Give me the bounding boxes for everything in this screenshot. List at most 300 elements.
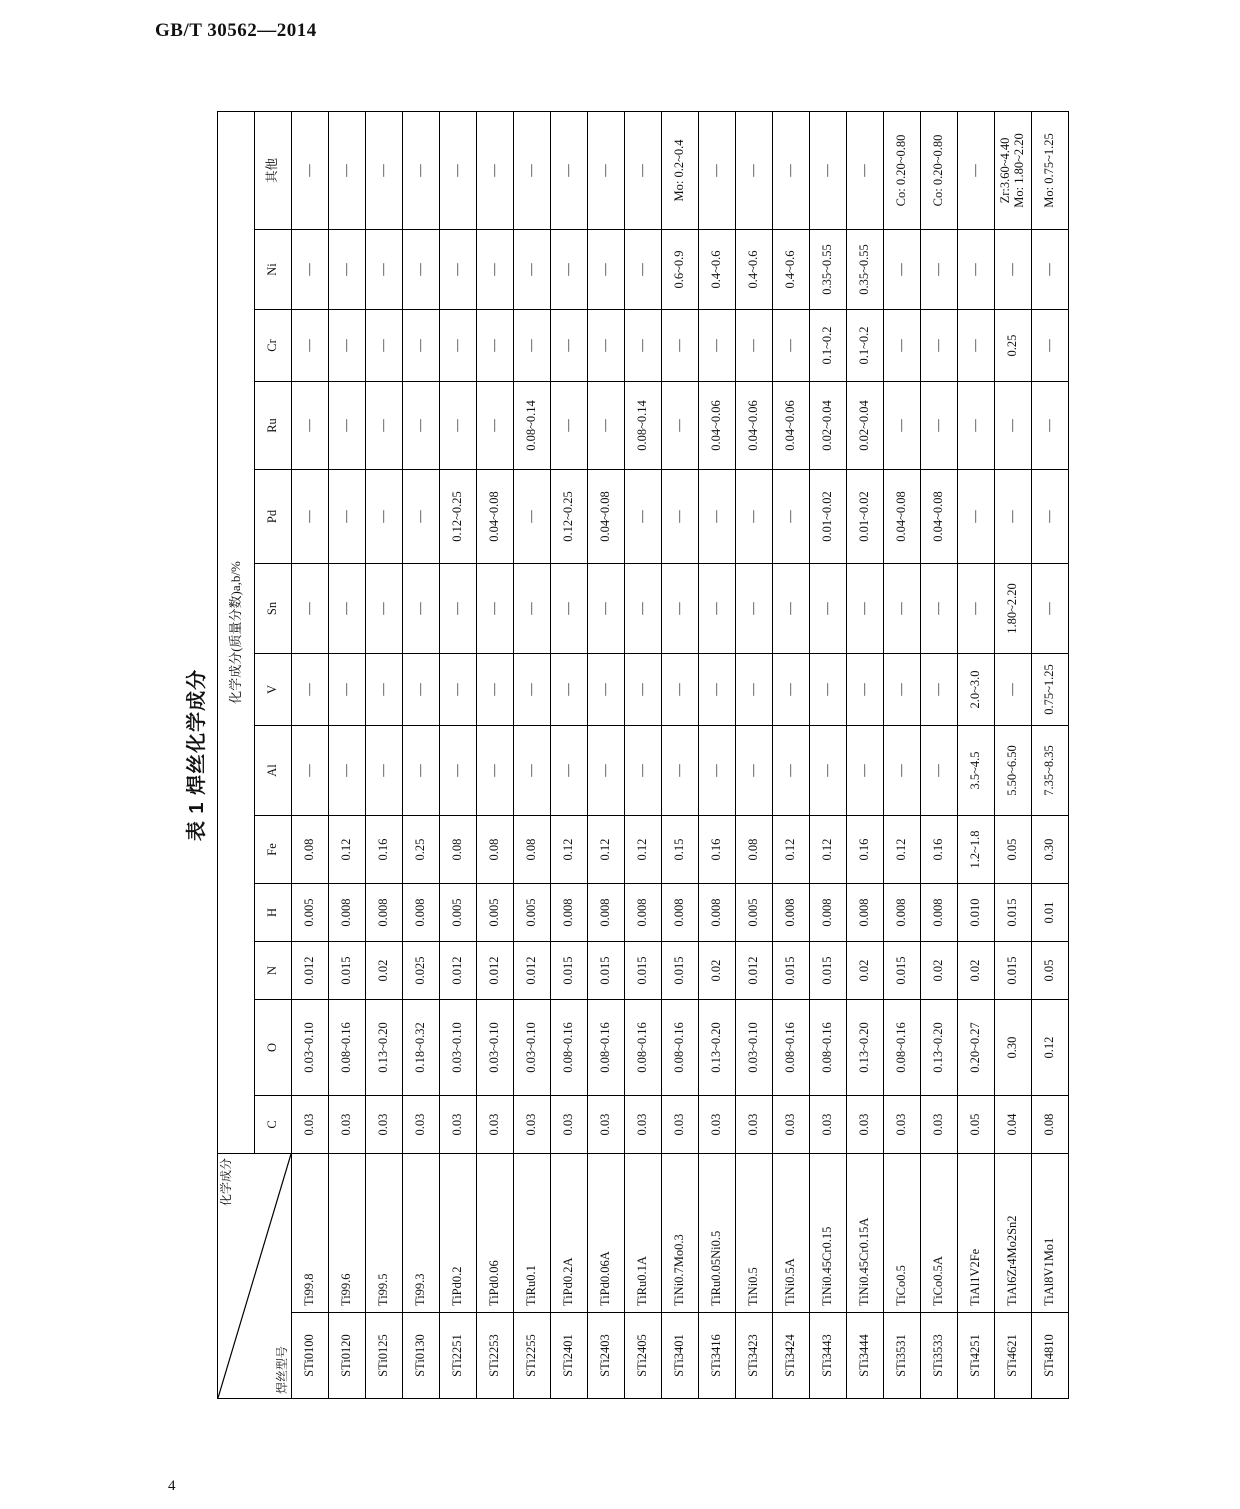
cell-sn: — (662, 564, 699, 654)
cell-n: 0.02 (958, 942, 995, 1000)
cell-ru: 0.04~0.06 (773, 382, 810, 470)
cell-wire-code: TiCo0.5A (921, 1154, 958, 1313)
cell-cr: — (884, 310, 921, 382)
table-title: 表 1 焊丝化学成分 (186, 668, 208, 842)
cell-ru: 0.08~0.14 (514, 382, 551, 470)
cell-n: 0.02 (921, 942, 958, 1000)
table-row (366, 112, 403, 1399)
cell-n: 0.015 (995, 942, 1032, 1000)
cell-sn: — (958, 564, 995, 654)
cell-n: 0.012 (736, 942, 773, 1000)
table-row (810, 112, 847, 1399)
table-row (403, 112, 440, 1399)
cell-n: 0.012 (514, 942, 551, 1000)
cell-ru: — (551, 382, 588, 470)
cell-ni: — (958, 230, 995, 310)
table-row (921, 112, 958, 1399)
cell-o: 0.08~0.16 (625, 1000, 662, 1096)
cell-ru: — (477, 382, 514, 470)
cell-n: 0.015 (551, 942, 588, 1000)
cell-pd: 0.01~0.02 (847, 470, 884, 564)
cell-other: — (403, 112, 440, 230)
table-row (625, 112, 662, 1399)
cell-n: 0.02 (699, 942, 736, 1000)
cell-h: 0.008 (773, 884, 810, 942)
col-header-n: N (255, 942, 292, 1000)
cell-c: 0.03 (329, 1096, 366, 1154)
cell-h: 0.008 (551, 884, 588, 942)
cell-wire-code: TiNi0.7Mo0.3 (662, 1154, 699, 1313)
table-row (736, 112, 773, 1399)
cell-cr: 0.1~0.2 (810, 310, 847, 382)
table-row (847, 112, 884, 1399)
cell-ru: — (329, 382, 366, 470)
cell-cr: — (292, 310, 329, 382)
cell-pd: — (662, 470, 699, 564)
cell-o: 0.13~0.20 (699, 1000, 736, 1096)
cell-h: 0.010 (958, 884, 995, 942)
cell-wire-code: TiNi0.45Cr0.15 (810, 1154, 847, 1313)
cell-wire-type: STi2251 (440, 1313, 477, 1399)
cell-ni: — (514, 230, 551, 310)
cell-al: — (847, 726, 884, 816)
cell-other: — (847, 112, 884, 230)
cell-h: 0.008 (662, 884, 699, 942)
cell-wire-type: STi0130 (403, 1313, 440, 1399)
cell-h: 0.008 (699, 884, 736, 942)
table-row (773, 112, 810, 1399)
cell-cr: 0.1~0.2 (847, 310, 884, 382)
cell-wire-type: STi0125 (366, 1313, 403, 1399)
corner-header-cell (218, 1154, 292, 1399)
cell-fe: 0.12 (329, 816, 366, 884)
table-row (477, 112, 514, 1399)
cell-al: — (366, 726, 403, 816)
cell-sn: — (884, 564, 921, 654)
cell-h: 0.005 (514, 884, 551, 942)
cell-h: 0.005 (736, 884, 773, 942)
cell-sn: — (625, 564, 662, 654)
cell-wire-type: STi4251 (958, 1313, 995, 1399)
cell-sn: — (588, 564, 625, 654)
cell-cr: — (514, 310, 551, 382)
cell-pd: 0.04~0.08 (921, 470, 958, 564)
table-row (551, 112, 588, 1399)
cell-pd: — (699, 470, 736, 564)
cell-fe: 0.16 (847, 816, 884, 884)
cell-other: — (366, 112, 403, 230)
cell-wire-code: TiPd0.06 (477, 1154, 514, 1313)
cell-o: 0.30 (995, 1000, 1032, 1096)
cell-other: — (477, 112, 514, 230)
cell-ni: — (995, 230, 1032, 310)
cell-al: — (736, 726, 773, 816)
cell-sn: 1.80~2.20 (995, 564, 1032, 654)
cell-cr: — (921, 310, 958, 382)
cell-c: 0.03 (921, 1096, 958, 1154)
col-header-o: O (255, 1000, 292, 1096)
cell-cr: — (440, 310, 477, 382)
cell-pd: — (292, 470, 329, 564)
cell-v: — (477, 654, 514, 726)
cell-n: 0.015 (810, 942, 847, 1000)
cell-al: 5.50~6.50 (995, 726, 1032, 816)
cell-cr: — (366, 310, 403, 382)
cell-h: 0.008 (921, 884, 958, 942)
cell-cr: 0.25 (995, 310, 1032, 382)
cell-wire-code: Ti99.3 (403, 1154, 440, 1313)
cell-h: 0.015 (995, 884, 1032, 942)
cell-fe: 0.08 (440, 816, 477, 884)
cell-c: 0.03 (366, 1096, 403, 1154)
cell-fe: 0.12 (884, 816, 921, 884)
cell-sn: — (773, 564, 810, 654)
cell-pd: — (958, 470, 995, 564)
cell-v: — (403, 654, 440, 726)
table-head (218, 112, 292, 1399)
cell-v: 2.0~3.0 (958, 654, 995, 726)
table-header-row-group (218, 112, 255, 1399)
cell-wire-type: STi3443 (810, 1313, 847, 1399)
cell-sn: — (403, 564, 440, 654)
cell-ni: — (366, 230, 403, 310)
cell-ru: 0.02~0.04 (810, 382, 847, 470)
cell-fe: 0.12 (588, 816, 625, 884)
table-row (884, 112, 921, 1399)
cell-cr: — (477, 310, 514, 382)
cell-other: — (625, 112, 662, 230)
cell-cr: — (329, 310, 366, 382)
cell-pd: 0.04~0.08 (884, 470, 921, 564)
col-header-al: Al (255, 726, 292, 816)
cell-wire-type: STi3531 (884, 1313, 921, 1399)
cell-ni: — (403, 230, 440, 310)
corner-label-wire-type: 焊丝型号 (274, 1345, 289, 1394)
cell-h: 0.01 (1032, 884, 1069, 942)
cell-other: Co: 0.20~0.80 (884, 112, 921, 230)
cell-al: 3.5~4.5 (958, 726, 995, 816)
cell-c: 0.08 (1032, 1096, 1069, 1154)
cell-wire-type: STi2255 (514, 1313, 551, 1399)
col-header-fe: Fe (255, 816, 292, 884)
cell-fe: 0.16 (366, 816, 403, 884)
cell-n: 0.02 (366, 942, 403, 1000)
cell-ni: 0.4~0.6 (773, 230, 810, 310)
cell-v: — (366, 654, 403, 726)
cell-pd: 0.12~0.25 (440, 470, 477, 564)
cell-ni: — (1032, 230, 1069, 310)
cell-wire-code: TiRu0.05Ni0.5 (699, 1154, 736, 1313)
cell-o: 0.03~0.10 (292, 1000, 329, 1096)
cell-wire-type: STi3416 (699, 1313, 736, 1399)
cell-cr: — (736, 310, 773, 382)
cell-fe: 0.12 (625, 816, 662, 884)
cell-c: 0.03 (588, 1096, 625, 1154)
cell-other: — (773, 112, 810, 230)
cell-c: 0.03 (662, 1096, 699, 1154)
cell-v: — (736, 654, 773, 726)
col-header-ni: Ni (255, 230, 292, 310)
cell-other: — (588, 112, 625, 230)
cell-wire-type: STi2403 (588, 1313, 625, 1399)
cell-o: 0.13~0.20 (921, 1000, 958, 1096)
cell-n: 0.015 (773, 942, 810, 1000)
cell-ni: — (625, 230, 662, 310)
cell-wire-code: TiRu0.1A (625, 1154, 662, 1313)
cell-c: 0.03 (551, 1096, 588, 1154)
cell-o: 0.18~0.32 (403, 1000, 440, 1096)
cell-other: Mo: 0.75~1.25 (1032, 112, 1069, 230)
cell-h: 0.008 (366, 884, 403, 942)
cell-pd: 0.04~0.08 (477, 470, 514, 564)
col-header-ru: Ru (255, 382, 292, 470)
cell-sn: — (440, 564, 477, 654)
cell-other: — (440, 112, 477, 230)
cell-ru: — (995, 382, 1032, 470)
col-header-other: 其他 (255, 112, 292, 230)
cell-ru: — (366, 382, 403, 470)
cell-al: — (625, 726, 662, 816)
cell-sn: — (329, 564, 366, 654)
cell-other: — (514, 112, 551, 230)
cell-wire-code: Ti99.5 (366, 1154, 403, 1313)
cell-c: 0.03 (440, 1096, 477, 1154)
cell-v: — (625, 654, 662, 726)
cell-h: 0.005 (440, 884, 477, 942)
cell-wire-type: STi4621 (995, 1313, 1032, 1399)
cell-pd: 0.01~0.02 (810, 470, 847, 564)
cell-ni: — (440, 230, 477, 310)
cell-pd: — (366, 470, 403, 564)
col-header-sn: Sn (255, 564, 292, 654)
cell-h: 0.008 (403, 884, 440, 942)
cell-al: — (551, 726, 588, 816)
cell-n: 0.015 (329, 942, 366, 1000)
cell-pd: — (625, 470, 662, 564)
cell-al: — (921, 726, 958, 816)
cell-wire-type: STi4810 (1032, 1313, 1069, 1399)
cell-fe: 0.08 (736, 816, 773, 884)
cell-ru: 0.04~0.06 (736, 382, 773, 470)
cell-c: 0.03 (847, 1096, 884, 1154)
cell-n: 0.015 (588, 942, 625, 1000)
cell-fe: 0.12 (551, 816, 588, 884)
cell-other: Mo: 0.2~0.4 (662, 112, 699, 230)
cell-c: 0.03 (477, 1096, 514, 1154)
cell-wire-type: STi3401 (662, 1313, 699, 1399)
cell-fe: 0.15 (662, 816, 699, 884)
cell-n: 0.012 (477, 942, 514, 1000)
cell-ru: — (921, 382, 958, 470)
cell-c: 0.03 (403, 1096, 440, 1154)
table-row (699, 112, 736, 1399)
cell-o: 0.08~0.16 (329, 1000, 366, 1096)
cell-al: — (440, 726, 477, 816)
cell-fe: 0.08 (292, 816, 329, 884)
cell-ru: — (1032, 382, 1069, 470)
cell-wire-code: TiAl1V2Fe (958, 1154, 995, 1313)
cell-ru: — (588, 382, 625, 470)
cell-h: 0.008 (847, 884, 884, 942)
cell-wire-code: TiNi0.5 (736, 1154, 773, 1313)
table-row (958, 112, 995, 1399)
cell-n: 0.015 (625, 942, 662, 1000)
cell-other: — (958, 112, 995, 230)
cell-ru: 0.04~0.06 (699, 382, 736, 470)
cell-cr: — (1032, 310, 1069, 382)
cell-fe: 0.12 (773, 816, 810, 884)
cell-sn: — (514, 564, 551, 654)
cell-h: 0.005 (477, 884, 514, 942)
cell-sn: — (366, 564, 403, 654)
cell-cr: — (662, 310, 699, 382)
cell-al: — (588, 726, 625, 816)
cell-c: 0.03 (884, 1096, 921, 1154)
cell-n: 0.025 (403, 942, 440, 1000)
cell-wire-code: TiNi0.5A (773, 1154, 810, 1313)
cell-h: 0.005 (292, 884, 329, 942)
cell-v: — (588, 654, 625, 726)
table-row (292, 112, 329, 1399)
cell-sn: — (699, 564, 736, 654)
cell-o: 0.08~0.16 (810, 1000, 847, 1096)
col-header-h: H (255, 884, 292, 942)
cell-wire-code: Ti99.6 (329, 1154, 366, 1313)
cell-ru: — (958, 382, 995, 470)
cell-wire-type: STi2401 (551, 1313, 588, 1399)
cell-v: — (329, 654, 366, 726)
cell-al: — (884, 726, 921, 816)
cell-c: 0.03 (514, 1096, 551, 1154)
cell-o: 0.12 (1032, 1000, 1069, 1096)
col-header-cr: Cr (255, 310, 292, 382)
cell-ru: — (662, 382, 699, 470)
cell-pd: — (329, 470, 366, 564)
col-header-v: V (255, 654, 292, 726)
cell-v: — (440, 654, 477, 726)
cell-n: 0.02 (847, 942, 884, 1000)
table-row (662, 112, 699, 1399)
cell-o: 0.08~0.16 (773, 1000, 810, 1096)
cell-cr: — (551, 310, 588, 382)
cell-fe: 0.08 (514, 816, 551, 884)
cell-ni: — (884, 230, 921, 310)
cell-sn: — (477, 564, 514, 654)
cell-cr: — (403, 310, 440, 382)
cell-al: — (477, 726, 514, 816)
cell-sn: — (921, 564, 958, 654)
cell-al: — (514, 726, 551, 816)
cell-sn: — (847, 564, 884, 654)
cell-v: — (847, 654, 884, 726)
cell-c: 0.05 (958, 1096, 995, 1154)
cell-pd: — (403, 470, 440, 564)
cell-sn: — (810, 564, 847, 654)
cell-other: Zr:3.60~4.40 Mo: 1.80~2.20 (995, 112, 1032, 230)
cell-ni: 0.35~0.55 (847, 230, 884, 310)
cell-ru: 0.02~0.04 (847, 382, 884, 470)
cell-v: — (810, 654, 847, 726)
cell-fe: 1.2~1.8 (958, 816, 995, 884)
cell-pd: — (736, 470, 773, 564)
cell-c: 0.03 (699, 1096, 736, 1154)
cell-pd: 0.12~0.25 (551, 470, 588, 564)
cell-v: — (884, 654, 921, 726)
cell-ni: 0.4~0.6 (699, 230, 736, 310)
cell-v: 0.75~1.25 (1032, 654, 1069, 726)
cell-o: 0.08~0.16 (662, 1000, 699, 1096)
cell-al: — (292, 726, 329, 816)
cell-h: 0.008 (329, 884, 366, 942)
cell-pd: 0.04~0.08 (588, 470, 625, 564)
cell-h: 0.008 (625, 884, 662, 942)
cell-other: — (810, 112, 847, 230)
cell-wire-code: TiPd0.2A (551, 1154, 588, 1313)
cell-fe: 0.16 (921, 816, 958, 884)
cell-wire-code: TiRu0.1 (514, 1154, 551, 1313)
col-header-c: C (255, 1096, 292, 1154)
cell-pd: — (773, 470, 810, 564)
cell-o: 0.20~0.27 (958, 1000, 995, 1096)
cell-ni: 0.4~0.6 (736, 230, 773, 310)
table-row (329, 112, 366, 1399)
cell-al: — (699, 726, 736, 816)
standard-code-header: GB/T 30562—2014 (155, 20, 317, 41)
cell-wire-type: STi0100 (292, 1313, 329, 1399)
cell-al: — (329, 726, 366, 816)
cell-wire-type: STi2405 (625, 1313, 662, 1399)
cell-wire-type: STi3423 (736, 1313, 773, 1399)
cell-other: — (699, 112, 736, 230)
cell-ru: — (403, 382, 440, 470)
cell-o: 0.03~0.10 (736, 1000, 773, 1096)
corner-label-composition: 化学成分 (219, 1158, 233, 1207)
cell-sn: — (292, 564, 329, 654)
cell-n: 0.015 (884, 942, 921, 1000)
cell-o: 0.08~0.16 (588, 1000, 625, 1096)
cell-other: — (551, 112, 588, 230)
cell-fe: 0.25 (403, 816, 440, 884)
table-row (1032, 112, 1069, 1399)
cell-pd: — (995, 470, 1032, 564)
cell-o: 0.13~0.20 (847, 1000, 884, 1096)
cell-wire-code: TiPd0.06A (588, 1154, 625, 1313)
cell-ni: 0.35~0.55 (810, 230, 847, 310)
cell-cr: — (625, 310, 662, 382)
col-header-pd: Pd (255, 470, 292, 564)
cell-v: — (773, 654, 810, 726)
cell-n: 0.05 (1032, 942, 1069, 1000)
cell-o: 0.13~0.20 (366, 1000, 403, 1096)
cell-v: — (662, 654, 699, 726)
cell-ru: — (884, 382, 921, 470)
cell-wire-type: STi2253 (477, 1313, 514, 1399)
cell-n: 0.012 (292, 942, 329, 1000)
group-header-composition: 化学成分(质量分数)a,b/% (218, 112, 255, 1154)
cell-ni: 0.6~0.9 (662, 230, 699, 310)
cell-o: 0.08~0.16 (884, 1000, 921, 1096)
cell-c: 0.03 (810, 1096, 847, 1154)
cell-al: — (773, 726, 810, 816)
cell-sn: — (551, 564, 588, 654)
cell-fe: 0.30 (1032, 816, 1069, 884)
cell-wire-type: STi3444 (847, 1313, 884, 1399)
cell-ni: — (551, 230, 588, 310)
page-number: 4 (168, 1478, 176, 1494)
cell-other: Co: 0.20~0.80 (921, 112, 958, 230)
cell-ru: — (440, 382, 477, 470)
cell-h: 0.008 (810, 884, 847, 942)
